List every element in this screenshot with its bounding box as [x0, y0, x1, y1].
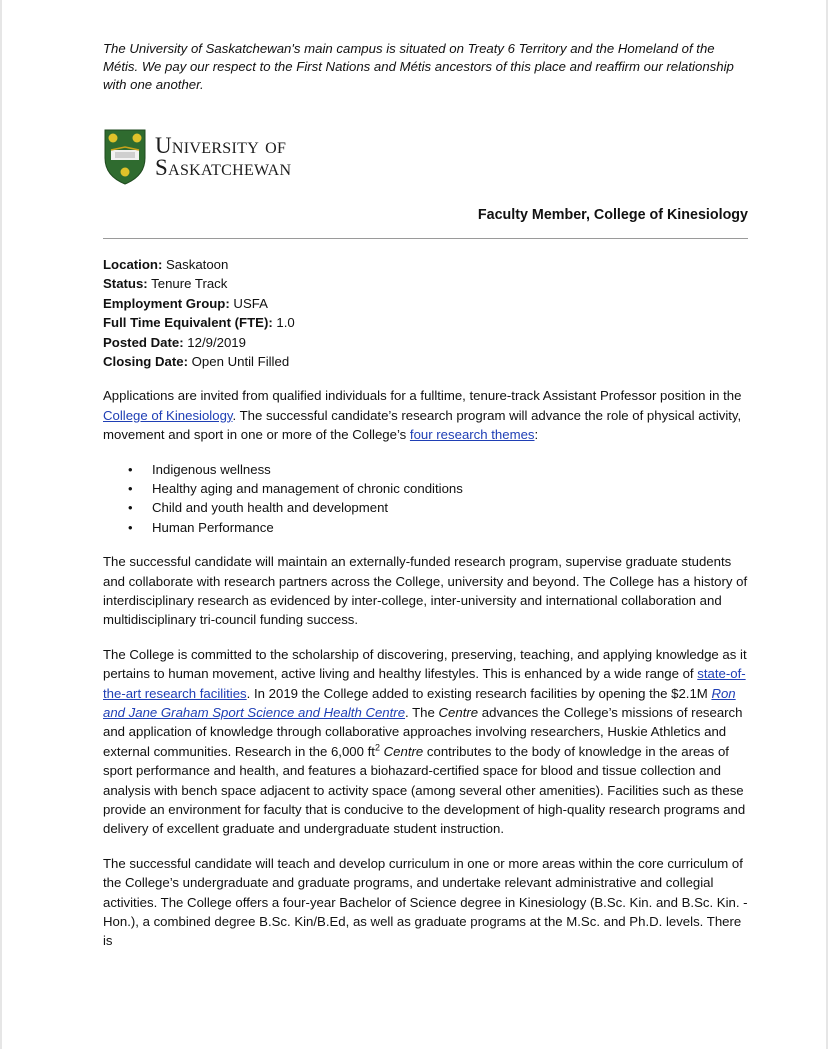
document-content: [103, 40, 748, 951]
facilities-paragraph: The College is committed to the scholarship of discovering, preserving, teaching, and applying knowledge as it pertains to human movement, active living and healthy lifestyles. This is enhanced by a wide range of state-of-the-art research facilities. In 2019 the College added to existing research facilities by opening the $2.1M Ron and Jane Graham Sport Science and Health Centre. The Centre advances the College’s missions of research and application of knowledge through collaborative approaches involving researchers, Huskie Athletics and external communities. Research in the 6,000 $ft^2$ Centre contributes to the body of knowledge in the areas of sport performance and health, and features a biohazard-certified space for blood and tissue collection and analysis with bench space adjacent to activity space (among several other amenities). Facilities such as these provide an environment for faculty that is conducive to the development of high-quality research programs and delivery of excellent graduate and undergraduate student instruction.: [103, 646, 747, 837]
college-of-kinesiology-link[interactable]: College of Kinesiology: [103, 407, 233, 423]
detail-location: Location: Saskatoon: [103, 257, 229, 272]
list-item: • Human Performance: [152, 518, 748, 537]
list-item: • Indigenous wellness: [152, 460, 748, 479]
wordmark-line-1: University of: [155, 133, 287, 158]
university-wordmark: [155, 135, 291, 179]
detail-employment-group: Employment Group: USFA: [103, 295, 268, 311]
list-item: • Child and youth health and development: [152, 498, 748, 517]
job-title: Faculty Member, College of Kinesiology: [477, 207, 748, 223]
detail-posted-date: Posted Date: 12/9/2019: [103, 334, 246, 350]
detail-status: Status: Tenure Track: [103, 276, 228, 292]
teaching-paragraph: The successful candidate will teach and develop curriculum in one or more areas within the core curriculum of the College’s undergraduate and graduate programs, and undertake relevant administrative and collegial activities. The College offers a four-year Bachelor of Science degree in Kinesiology (B.Sc. Kin. and B.Sc. Kin. - Hon.), a combined degree B.Sc. Kin/B.Ed, as well as graduate programs at the M.Sc. and Ph.D. levels. There is: [103, 855, 748, 949]
research-themes-link[interactable]: four research themes: [409, 427, 535, 443]
intro-paragraph: Applications are invited from qualified individuals for a fulltime, tenure-track Assistant Professor position in the College of Kinesiology. The successful candidate’s research program will advance the role of physical activity, movement and sport in one or more of the College’s four research themes:: [103, 388, 742, 443]
land-acknowledgement: The University of Saskatchewan's main campus is situated on Treaty 6 Territory and the Homeland of the Métis. We pay our respect to the First Nations and Métis ancestors of this place and reaffirm our relationship with one another.: [103, 41, 734, 92]
crest-icon: [103, 128, 147, 186]
job-details: [103, 255, 748, 371]
research-program-paragraph: The successful candidate will maintain an externally-funded research program, supervise graduate students and collaborate with research partners across the College, university and beyond. The College has a history of interdisciplinary research as evidenced by inter-college, inter-university and international collaboration and multidisciplinary tri-council funding success.: [103, 554, 748, 628]
detail-fte: Full Time Equivalent (FTE): 1.0: [103, 315, 295, 331]
title-divider: [103, 238, 748, 239]
list-item: • Healthy aging and management of chronic conditions: [152, 479, 748, 498]
research-facilities-link[interactable]: state-of-the-art research facilities: [103, 666, 746, 701]
research-themes-list: [103, 460, 748, 538]
graham-centre-link[interactable]: Ron and Jane Graham Sport Science and Health Centre: [103, 685, 736, 720]
wordmark-line-2: Saskatchewan: [155, 155, 292, 180]
detail-closing-date: Closing Date: Open Until Filled: [103, 353, 290, 369]
university-logo: [103, 128, 748, 186]
